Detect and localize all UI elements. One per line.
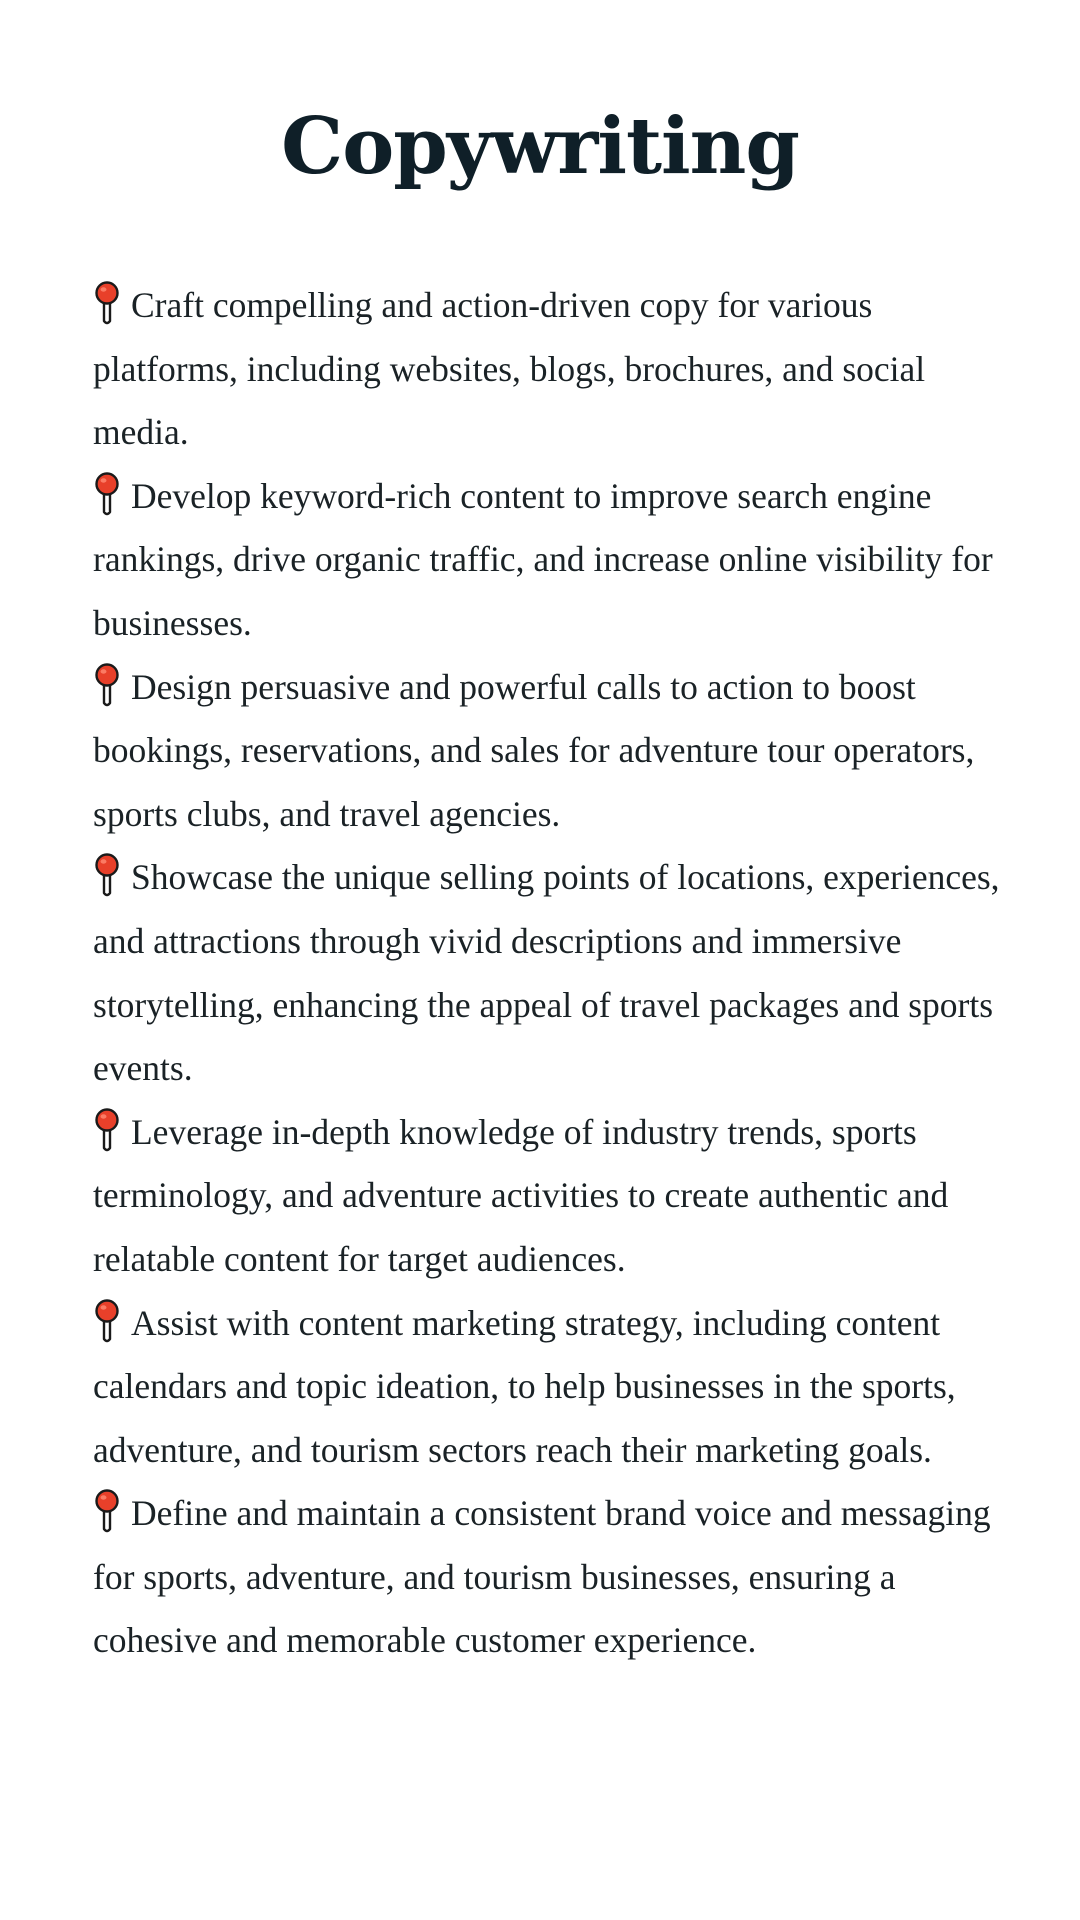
list-item [93,846,1013,1100]
page-title: Copywriting [281,101,799,192]
list-item [93,465,1013,656]
list-item-text: Develop keyword-rich content to improve search engine rankings, drive organic traffic, and increase online visibility for businesses. [93,475,993,643]
bullet-list [93,274,1013,1673]
list-item-text: Define and maintain a consistent brand voice and messaging for sports, adventure, and tourism businesses, ensuring a cohesive and memorable customer experience. [93,1493,991,1661]
list-item [93,1482,1013,1673]
pushpin-icon [93,281,121,325]
list-item-text: Leverage in-depth knowledge of industry trends, sports terminology, and adventure activities to create authentic and relatable content for target audiences. [93,1111,949,1279]
list-item-text: Craft compelling and action-driven copy for various platforms, including websites, blogs, brochures, and social media. [93,285,926,453]
pushpin-icon [93,472,121,516]
list-item [93,656,1013,847]
pushpin-icon [93,1489,121,1533]
pushpin-icon [93,1299,121,1343]
list-item-text: Assist with content marketing strategy, including content calendars and topic ideation, to help businesses in the sports, adventure, and tourism sectors reach their marketing goals. [93,1302,956,1470]
list-item-text: Showcase the unique selling points of locations, experiences, and attractions through vivid descriptions and immersive storytelling, enhancing the appeal of travel packages and sports events. [93,857,1000,1089]
pushpin-icon [93,853,121,897]
pushpin-icon [93,1108,121,1152]
list-item [93,274,1013,465]
list-item-text: Design persuasive and powerful calls to action to boost bookings, reservations, and sales for adventure tour operators, sports clubs, and travel agencies. [93,666,975,834]
pushpin-icon [93,663,121,707]
list-item [93,1292,1013,1483]
list-item [93,1101,1013,1292]
